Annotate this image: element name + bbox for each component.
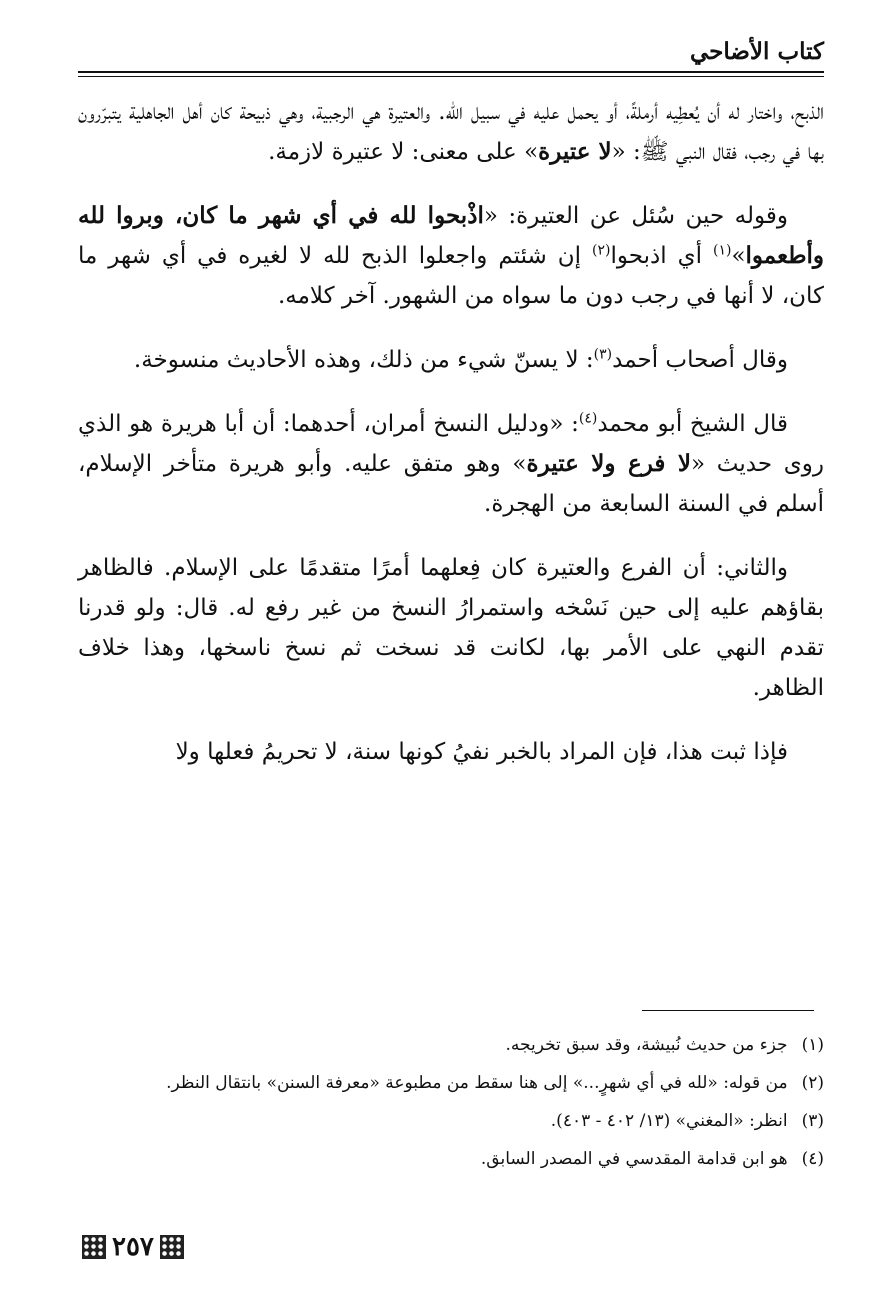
header-rule-thin bbox=[78, 76, 824, 77]
footnote-text: جزء من حديث نُبيشة، وقد سبق تخريجه. bbox=[505, 1035, 788, 1055]
footnote-3 bbox=[78, 1102, 824, 1140]
footnote-reference: (٣) bbox=[593, 346, 613, 363]
page-folio bbox=[82, 1232, 184, 1262]
text-run: والثاني: أن الفرع والعتيرة كان فِعلهما أمرًا متقدمًا على الإسلام. فالظاهر بقاؤهم عليه إلى حين نَسْخه واستمرارُ النسخ من غير رفع له. قال: ولو قدرنا تقدم النهي على الأمر بها، لكانت قد نسخت ثم نسخ ناسخها، وهذا خلاف الظاهر. bbox=[78, 555, 824, 701]
page-number: ٢٥٧ bbox=[112, 1232, 154, 1262]
footnote-reference: (١) bbox=[712, 242, 732, 259]
footnote-separator bbox=[642, 1010, 814, 1011]
main-text bbox=[78, 92, 824, 796]
text-run: وقوله حين سُئل عن العتيرة: « bbox=[483, 203, 788, 229]
ornament-icon bbox=[160, 1235, 184, 1259]
hadith-quote: لا فرع ولا عتيرة bbox=[526, 450, 691, 477]
hadith-quote: لا عتيرة bbox=[538, 138, 612, 165]
footnote-1 bbox=[78, 1026, 824, 1064]
text-run: » وهو متفق عليه. وأبو هريرة متأخر الإسلام، أسلم في السنة السابعة من الهجرة. bbox=[78, 451, 824, 517]
hadith-quote: اذْبحوا لله في أي شهر ما كان، وبروا لله وأطعموا bbox=[78, 202, 824, 269]
footnote-number: (٤) bbox=[801, 1149, 824, 1169]
footnote-number: (٢) bbox=[801, 1073, 824, 1093]
text-run: أي اذبحوا bbox=[610, 243, 713, 269]
footnote-text: انظر: «المغني» (١٣/ ٤٠٢ - ٤٠٣). bbox=[550, 1111, 788, 1131]
running-header bbox=[78, 38, 824, 78]
footnote-reference: (٤) bbox=[578, 410, 598, 427]
footnote-text: من قوله: «لله في أي شهرٍ...» إلى هنا سقط من مطبوعة «معرفة السنن» بانتقال النظر. bbox=[166, 1073, 788, 1093]
footnote-number: (٣) bbox=[801, 1111, 824, 1131]
paragraph bbox=[78, 404, 824, 524]
header-title: كتاب الأضاحي bbox=[690, 38, 824, 65]
text-run: وقال أصحاب أحمد bbox=[612, 347, 788, 373]
header-rule-thick bbox=[78, 71, 824, 73]
footnote-text: هو ابن قدامة المقدسي في المصدر السابق. bbox=[480, 1149, 788, 1169]
paragraph bbox=[78, 732, 824, 772]
text-run: » bbox=[731, 243, 746, 269]
text-run: » على معنى: لا عتيرة لازمة. bbox=[268, 139, 539, 165]
text-run: : لا يسنّ شيء من ذلك، وهذه الأحاديث منسوخة. bbox=[133, 347, 594, 373]
footnotes bbox=[78, 1026, 824, 1178]
paragraph bbox=[78, 92, 824, 172]
paragraph bbox=[78, 548, 824, 708]
footnote-2 bbox=[78, 1064, 824, 1102]
footnote-4 bbox=[78, 1140, 824, 1178]
ornament-icon bbox=[82, 1235, 106, 1259]
text-run: : «ودليل النسخ أمران، أحدهما: أن أبا هريرة هو الذي روى حديث « bbox=[78, 411, 825, 477]
paragraph bbox=[78, 196, 824, 316]
text-run: قال الشيخ أبو محمد bbox=[597, 411, 788, 437]
footnote-number: (١) bbox=[801, 1035, 824, 1055]
text-run: فإذا ثبت هذا، فإن المراد بالخبر نفيُ كونها سنة، لا تحريمُ فعلها ولا bbox=[175, 739, 788, 765]
paragraph bbox=[78, 340, 824, 380]
footnote-reference: (٢) bbox=[592, 242, 611, 259]
text-run: إن شئتم واجعلوا الذبح لله لا لغيره في أي شهر ما كان، لا أنها في رجب دون ما سواه من الشهور. آخر كلامه. bbox=[78, 243, 824, 309]
text-run: الذبح، واختار له أن يُعطِيه أرملةً، أو يحمل عليه في سبيل الله. والعتيرة هي الرجبية، وهي ذبيحة كان أهل الجاهلية يتبرّرون بها في رجب، فقال النبي ﷺ: « bbox=[78, 99, 824, 165]
